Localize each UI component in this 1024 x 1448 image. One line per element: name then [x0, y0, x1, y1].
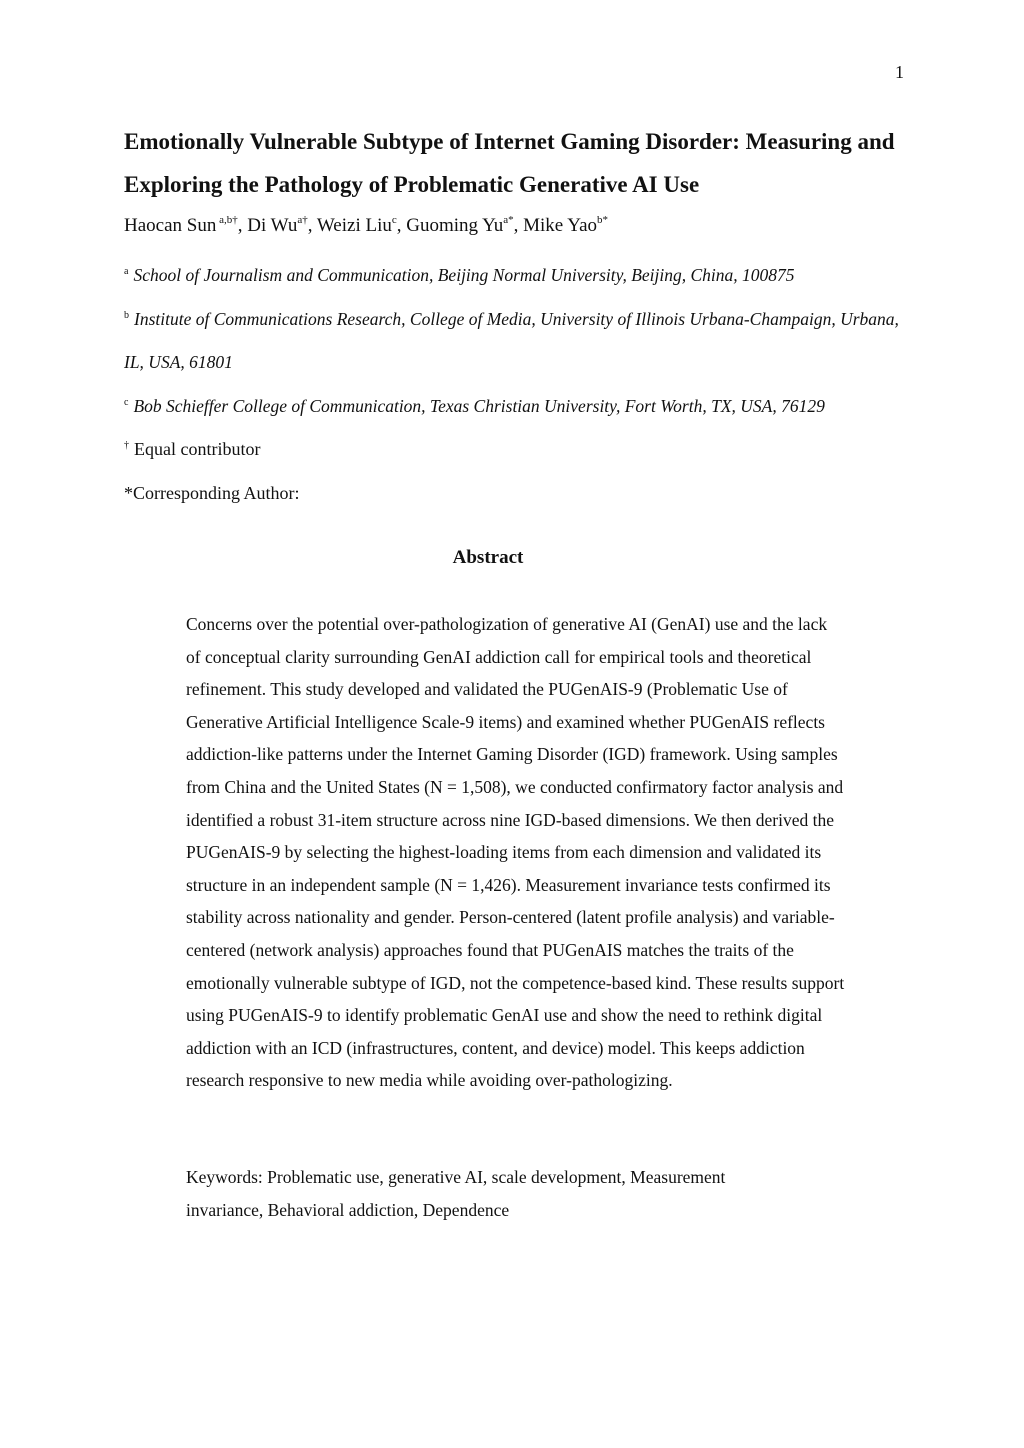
author-affiliation-mark: a*: [503, 214, 514, 226]
abstract-body: Concerns over the potential over-pathologization of generative AI (GenAI) use and the lack of conceptual clarity surrounding GenAI addiction call for empirical tools and theoretical refinement. This study developed and validated the PUGenAIS-9 (Problematic Use of Generative Artificial Intelligence Scale-9 items) and examined whether PUGenAIS reflects addiction-like patterns under the Internet Gaming Disorder (IGD) framework. Using samples from China and the United States (N = 1,508), we conducted confirmatory factor analysis and identified a robust 31-item structure across nine IGD-based dimensions. We then derived the PUGenAIS-9 by selecting the highest-loading items from each dimension and validated its structure in an independent sample (N = 1,426). Measurement invariance tests confirmed its stability across nationality and gender. Person-centered (latent profile analysis) and variable-centered (network analysis) approaches found that PUGenAIS matches the traits of the emotionally vulnerable subtype of IGD, not the competence-based kind. These results support using PUGenAIS-9 to identify problematic GenAI use and show the need to rethink digital addiction with an ICD (infrastructures, content, and device) model. This keeps addiction research responsive to new media while avoiding over-pathologizing.: [186, 614, 845, 1091]
affiliation-text: Bob Schieffer College of Communication, Texas Christian University, Fort Worth, TX, USA, 76129: [133, 396, 825, 416]
affiliation-text: Institute of Communications Research, College of Media, University of Illinois Urbana-Champaign, Urbana, IL, USA, 61801: [124, 309, 899, 372]
author-affiliation-mark: c: [391, 214, 397, 226]
keywords: Keywords: Problematic use, generative AI, scale development, Measurement invariance, Behavioral addiction, Dependence: [186, 1167, 726, 1220]
author-name: Di Wu: [247, 215, 298, 236]
affiliation-b: [124, 298, 914, 384]
affiliation-a: [124, 265, 795, 286]
corresponding-author-note: *Corresponding Author:: [124, 483, 300, 503]
affiliation-mark: b: [124, 310, 129, 321]
affiliation-mark: a: [124, 266, 129, 277]
author-name: Weizi Liu: [316, 215, 392, 236]
affiliation-text: School of Journalism and Communication, Beijing Normal University, Beijing, China, 100875: [133, 265, 795, 285]
affiliation-mark: c: [124, 397, 129, 408]
author-name: Haocan Sun: [124, 215, 217, 236]
author-name: Mike Yao: [523, 215, 598, 236]
affiliation-c: [124, 396, 825, 417]
author-affiliation-mark: b*: [597, 214, 609, 226]
author-affiliation-mark: a,b†: [216, 214, 238, 226]
paper-title: Emotionally Vulnerable Subtype of Internet Gaming Disorder: Measuring and Exploring the Pathology of Problematic Generative AI Use: [124, 129, 895, 197]
abstract-heading: Abstract: [452, 547, 524, 568]
equal-contributor-mark: †: [124, 440, 129, 451]
equal-contributor-text: Equal contributor: [134, 439, 261, 459]
author-name: Guoming Yu: [406, 215, 504, 236]
equal-contributor-note: [124, 439, 260, 460]
author-affiliation-mark: a†: [297, 214, 308, 226]
page-number: 1: [895, 62, 904, 82]
author-list: Haocan Sun $^{a,b\dagger}$, Di $Wu^{a\dagger}$, Weizi Liu$^c$, Guoming $Yu^{a*}$, Mike Yao$^{b*}$: [124, 214, 609, 236]
